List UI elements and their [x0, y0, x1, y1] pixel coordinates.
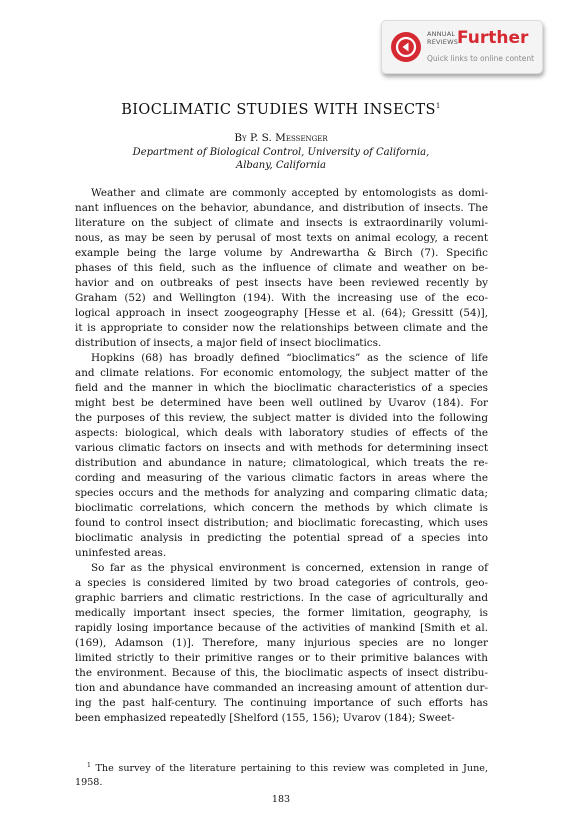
text-line: phases of this field, such as the influence of climate and weather on be-: [75, 262, 488, 274]
text-line: the environment. Because of this, the bioclimatic aspects of insect distribu-: [75, 667, 488, 679]
page-number: 183: [271, 794, 291, 805]
article-body: [75, 186, 488, 726]
text-line: example being the large volume by Andrewartha & Birch (7). Specific: [75, 247, 488, 259]
badge-brand-line1: ANNUAL: [427, 30, 456, 38]
text-line: (169), Adamson (1)]. Therefore, many injurious species are no longer: [75, 637, 488, 649]
text-line: distribution and abundance in nature; climatological, which treats the re-: [75, 457, 488, 469]
badge-word: Further: [457, 28, 529, 48]
byline: [0, 132, 562, 144]
text-line: tion and abundance have commanded an increasing amount of attention dur-: [75, 682, 488, 694]
text-line: distribution of insects, a major field of insect bioclimatics.: [75, 337, 382, 349]
text-line: medically important insect species, the former limitation, geography, is: [75, 607, 488, 619]
text-line: it is appropriate to consider now the relationships between climate and the: [75, 322, 488, 334]
text-line: field and the manner in which the bioclimatic characteristics of a species: [75, 382, 488, 394]
text-line: and climate relations. For economic entomology, the subject matter of the: [75, 367, 488, 379]
body-paragraph: [75, 561, 488, 726]
text-line: literature on the subject of climate and insects is extraordinarily volumi-: [75, 217, 488, 229]
text-line: been emphasized repeatedly [Shelford (155, 156); Uvarov (184); Sweet-: [75, 712, 455, 724]
footnote-line-2: 1958.: [75, 777, 103, 789]
text-line: Graham (52) and Wellington (194). With the increasing use of the eco-: [75, 292, 488, 304]
play-arrow-icon: [391, 32, 421, 62]
title-footnote-mark[interactable]: 1: [435, 102, 441, 111]
text-line: cording and measuring of the various climatic factors in areas where the: [75, 472, 488, 484]
text-line: various climatic factors on insects and with methods for determining insect: [75, 442, 488, 454]
affiliation: [0, 146, 562, 172]
footnote-text-1: The survey of the literature pertaining to this review was completed in June,: [95, 763, 488, 775]
body-paragraphs: [75, 186, 488, 726]
text-line: limited strictly to their primitive ranges or to their primitive balances with: [75, 652, 488, 664]
text-line: might best be determined have been well outlined by Uvarov (184). For: [75, 397, 488, 409]
article-title: [0, 102, 562, 118]
footnote: [75, 759, 488, 790]
text-line: graphic barriers and climatic restrictions. In the case of agriculturally and: [75, 592, 488, 604]
text-line: nant influences on the behavior, abundance, and distribution of insects. The: [75, 202, 488, 214]
text-line: a species is considered limited by two broad categories of controls, geo-: [75, 577, 488, 589]
article-title-text: BIOCLIMATIC STUDIES WITH INSECTS: [121, 102, 436, 118]
badge-brand: [427, 31, 458, 46]
footnote-line-1: [75, 759, 488, 776]
author-name: P. S. Messenger: [250, 132, 328, 144]
text-line: bioclimatic analysis in predicting the potential spread of a species into: [75, 532, 488, 544]
text-line: ing the past half-century. The continuing importance of such efforts has: [75, 697, 488, 709]
text-line: logical approach in insect zoogeography [Hesse et al. (64); Gressitt (54)],: [75, 307, 488, 319]
text-line: Hopkins (68) has broadly defined “bioclimatics” as the science of life: [91, 352, 488, 364]
annual-reviews-further-badge[interactable]: [381, 20, 543, 74]
body-paragraph: [75, 186, 488, 351]
byline-by: By: [234, 132, 247, 144]
affiliation-line-1: Department of Biological Control, University of California,: [132, 147, 430, 158]
text-line: found to control insect distribution; and bioclimatic forecasting, which uses: [75, 517, 488, 529]
footnote-mark: 1: [87, 762, 91, 769]
text-line: havior and on outbreaks of pest insects have been reviewed recently by: [75, 277, 488, 289]
text-line: species occurs and the methods for analyzing and comparing climatic data;: [75, 487, 488, 499]
text-line: bioclimatic correlations, which concern the methods by which climate is: [75, 502, 488, 514]
text-line: Weather and climate are commonly accepted by entomologists as domi-: [91, 187, 488, 199]
body-paragraph: [75, 351, 488, 561]
text-line: nous, as may be seen by perusal of most texts on animal ecology, a recent: [75, 232, 488, 244]
text-line: uninfested areas.: [75, 547, 167, 559]
text-line: the purposes of this review, the subject matter is divided into the following: [75, 412, 488, 424]
text-line: So far as the physical environment is concerned, extension in range of: [91, 562, 488, 574]
text-line: rapidly losing importance because of the activities of mankind [Smith et al.: [75, 622, 488, 634]
badge-brand-line2: REVIEWS: [427, 37, 459, 46]
text-line: aspects: biological, which deals with laboratory studies of effects of the: [75, 427, 488, 439]
badge-tagline: Quick links to online content: [427, 54, 535, 63]
affiliation-line-2: Albany, California: [235, 160, 326, 171]
